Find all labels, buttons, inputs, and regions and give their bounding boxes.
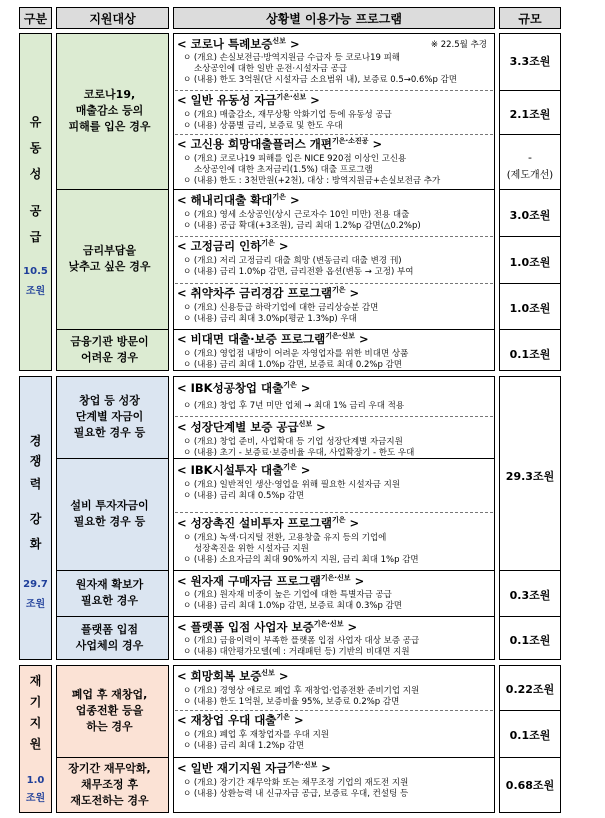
category-char: 원 bbox=[29, 737, 42, 751]
category-amount: 10.5 bbox=[23, 266, 48, 277]
program-line: ㅇ (개요) 신용등급 하락기업에 대한 금리상승분 감면 bbox=[183, 303, 379, 313]
program-line: ㅇ (개요) 장기간 재무악화 또는 채무조정 기업의 재도전 지원 bbox=[183, 778, 409, 788]
category-unit: 조원 bbox=[25, 599, 46, 610]
scale-value: 0.1조원 bbox=[509, 348, 551, 361]
program-line: ㅇ (개요) 폐업 후 재창업자를 우대 지원 bbox=[183, 730, 330, 740]
target-covid-damage: 코로나19, 매출감소 등의 피해를 입은 경우 bbox=[68, 88, 151, 133]
program-line: ㅇ (내용) 금리 최대 1.2%p 감면 bbox=[183, 741, 305, 751]
program-title: < 고신용 희망대출플러스 개편$^{기은\cdot 소진공}$ > bbox=[177, 136, 385, 152]
program-line: ㅇ (개요) 일반적인 생산·영업을 위해 필요한 시설자금 지원 bbox=[183, 480, 401, 490]
program-title: < 일반 유동성 자금$^{기은\cdot 신보}$ > bbox=[177, 92, 323, 108]
target-restart-business: 폐업 후 재창업, 업종전환 등을 하는 경우 bbox=[71, 688, 148, 733]
header-category: 구분 bbox=[19, 7, 52, 29]
scale-column-2 bbox=[499, 376, 561, 660]
program-line: ㅇ (내용) 한도 1억원, 보증비율 95%, 보증료 0.2%p 감면 bbox=[183, 697, 400, 707]
category-char: 재 bbox=[29, 674, 42, 688]
program-title: < 재창업 우대 대출$^{기은}$ > bbox=[177, 712, 307, 728]
program-line: ㅇ (개요) 녹색·디지털 전환, 고용창출 유지 등의 기업에 bbox=[183, 533, 387, 543]
scale-value: 3.3조원 bbox=[509, 55, 551, 68]
category-recovery bbox=[19, 665, 52, 813]
scale-value: 0.68조원 bbox=[505, 779, 555, 792]
header-program: 상황별 이용가능 프로그램 bbox=[173, 7, 495, 29]
category-char: 화 bbox=[29, 537, 42, 551]
program-line: ㅇ (내용) 한도 : 3천만원(+2천), 대상 : 방역지원금+손실보전금 추가 bbox=[183, 176, 441, 186]
category-competitiveness bbox=[19, 376, 52, 660]
program-line: ㅇ (개요) 금융이력이 부족한 플랫폼 입점 사업자 대상 보증 공급 bbox=[183, 636, 420, 646]
program-line: ㅇ (개요) 원자재 비중이 높은 기업에 대한 특별자금 공급 bbox=[183, 590, 392, 600]
scale-value: 29.3조원 bbox=[505, 470, 555, 483]
category-char: 성 bbox=[29, 167, 42, 181]
program-title: < 원자재 구매자금 프로그램$^{기은\cdot 신보}$ > bbox=[177, 573, 367, 589]
target-branch-difficult: 금융기관 방문이 어려운 경우 bbox=[70, 335, 149, 364]
scale-value: 0.1조원 bbox=[509, 729, 551, 742]
header-scale: 규모 bbox=[499, 7, 561, 29]
category-char: 급 bbox=[29, 230, 42, 244]
scale-column-1 bbox=[499, 33, 561, 371]
scale-value: 0.1조원 bbox=[509, 634, 551, 647]
program-line: ㅇ (개요) 코로나19 피해를 입은 NICE 920점 이상인 고신용 bbox=[183, 154, 407, 164]
program-title: < 일반 재기지원 자금$^{기은\cdot 신보}$ > bbox=[177, 760, 334, 776]
program-line: ㅇ (내용) 상품별 금리, 보증료 및 한도 우대 bbox=[183, 121, 343, 131]
category-char: 동 bbox=[29, 141, 42, 155]
scale-value: 3.0조원 bbox=[509, 209, 551, 222]
program-line: ㅇ (내용) 금리 최대 1.0%p 감면, 보증료 최대 0.3%p 감면 bbox=[183, 601, 403, 611]
program-line: ㅇ (개요) 영업점 내방이 어려운 자영업자를 위한 비대면 상품 bbox=[183, 349, 409, 359]
category-char: 기 bbox=[29, 695, 42, 709]
program-line: ㅇ (개요) 창업 준비, 사업확대 등 기업 성장단계별 자금지원 bbox=[183, 437, 403, 447]
category-unit: 조원 bbox=[25, 286, 46, 297]
program-title: < 코로나 특례보증$^{신보}$ > bbox=[177, 36, 303, 52]
category-char: 쟁 bbox=[29, 454, 42, 468]
category-char: 유 bbox=[29, 115, 42, 129]
program-title: < 해내리대출 확대$^{기은}$ > bbox=[177, 192, 303, 208]
scale-note: (제도개선) bbox=[506, 170, 554, 181]
program-title: < 성장단계별 보증 공급$^{신보}$ > bbox=[177, 419, 329, 435]
program-line: ㅇ (내용) 금리 최대 0.5%p 감면 bbox=[183, 491, 305, 501]
category-amount: 29.7 bbox=[23, 579, 48, 590]
scale-value: 2.1조원 bbox=[509, 108, 551, 121]
program-line: 성장촉진을 위한 시설자금 지원 bbox=[194, 544, 309, 554]
target-growth-stage: 창업 등 성장 단계별 자금이 필요한 경우 등 bbox=[73, 394, 146, 439]
program-title: < 고정금리 인하$^{기은}$ > bbox=[177, 238, 291, 254]
target-platform-merchant: 플랫폼 입점 사업체의 경우 bbox=[75, 623, 144, 652]
scale-value: - bbox=[528, 151, 532, 164]
scale-value: 1.0조원 bbox=[509, 302, 551, 315]
scale-value: 1.0조원 bbox=[509, 256, 551, 269]
program-note: ※ 22.5월 추경 bbox=[430, 40, 487, 50]
program-line: 소상공인에 대한 일반 운전·시설자금 공급 bbox=[194, 64, 348, 74]
target-interest-burden: 금리부담을 낮추고 싶은 경우 bbox=[68, 244, 151, 273]
header-target: 지원대상 bbox=[56, 7, 169, 29]
program-line: ㅇ (내용) 금리 1.0%p 감면, 금리전환 옵션(변동 → 고정) 부여 bbox=[183, 267, 414, 277]
scale-value: 0.3조원 bbox=[509, 589, 551, 602]
program-title: < IBK성공창업 대출$^{기은}$ > bbox=[177, 380, 313, 396]
target-long-term-distress: 장기간 재무악화, 채무조정 후 재도전하는 경우 bbox=[68, 762, 151, 807]
program-title: < IBK시설투자 대출$^{기은}$ > bbox=[177, 462, 313, 478]
target-raw-material: 원자재 확보가 필요한 경우 bbox=[75, 578, 144, 607]
program-line: ㅇ (개요) 창업 후 7년 미만 업체 → 최대 1% 금리 우대 적용 bbox=[183, 401, 405, 411]
category-char: 경 bbox=[29, 434, 42, 448]
program-line: ㅇ (내용) 대안평가모델(예 : 거래패턴 등) 기반의 비대면 지원 bbox=[183, 647, 410, 657]
program-line: ㅇ (내용) 소요자금의 최대 90%까지 지원, 금리 최대 1%p 감면 bbox=[183, 555, 419, 565]
category-char: 강 bbox=[29, 512, 42, 526]
category-char: 지 bbox=[29, 716, 42, 730]
program-title: < 성장촉진 설비투자 프로그램$^{기은}$ > bbox=[177, 515, 362, 531]
scale-value: 0.22조원 bbox=[505, 683, 555, 696]
program-line: ㅇ (개요) 매출감소, 재무상황 악화기업 등에 유동성 공급 bbox=[183, 110, 392, 120]
category-amount: 1.0 bbox=[26, 775, 45, 786]
program-line: 소상공인에 대한 초저금리(1.5%) 대출 프로그램 bbox=[194, 165, 373, 175]
category-unit: 조원 bbox=[25, 793, 46, 804]
program-line: ㅇ (내용) 공급 확대(+3조원), 금리 최대 1.2%p 감면(△0.2%p) bbox=[183, 221, 421, 231]
category-char: 력 bbox=[29, 477, 42, 491]
program-line: ㅇ (개요) 저리 고정금리 대출 희망 (변동금리 대출 변경 刊) bbox=[183, 256, 402, 266]
program-title: < 비대면 대출·보증 프로그램$^{기은\cdot 신보}$ > bbox=[177, 331, 372, 347]
program-line: ㅇ (개요) 손실보전금·방역지원금 수급자 등 코로나19 피해 bbox=[183, 53, 401, 63]
program-line: ㅇ (내용) 금리 최대 3.0%p(평균 1.3%p) 우대 bbox=[183, 314, 357, 324]
category-char: 공 bbox=[29, 204, 42, 218]
program-line: ㅇ (개요) 경영상 애로로 폐업 후 재창업·업종전환 준비기업 지원 bbox=[183, 686, 420, 696]
program-line: ㅇ (내용) 초기 - 보증료·보증비율 우대, 사업확장기 - 한도 우대 bbox=[183, 448, 415, 458]
program-line: ㅇ (내용) 상환능력 내 신규자금 공급, 보증료 우대, 컨설팅 등 bbox=[183, 789, 409, 799]
program-title: < 플랫폼 입점 사업자 보증$^{기은\cdot 신보}$ > bbox=[177, 619, 360, 635]
target-facility-investment: 설비 투자자금이 필요한 경우 등 bbox=[70, 499, 149, 528]
program-title: < 희망회복 보증$^{신보}$ > bbox=[177, 668, 291, 684]
program-title: < 취약차주 금리경감 프로그램$^{기은}$ > bbox=[177, 285, 362, 301]
category-liquidity bbox=[19, 33, 52, 371]
program-line: ㅇ (내용) 한도 3억원(단 시설자금 소요범위 내), 보증료 0.5→0.6%p 감면 bbox=[183, 75, 457, 85]
program-line: ㅇ (개요) 영세 소상공인(상시 근로자수 10인 미만) 전용 대출 bbox=[183, 210, 410, 220]
program-line: ㅇ (내용) 금리 최대 1.0%p 감면, 보증료 최대 0.2%p 감면 bbox=[183, 360, 403, 370]
